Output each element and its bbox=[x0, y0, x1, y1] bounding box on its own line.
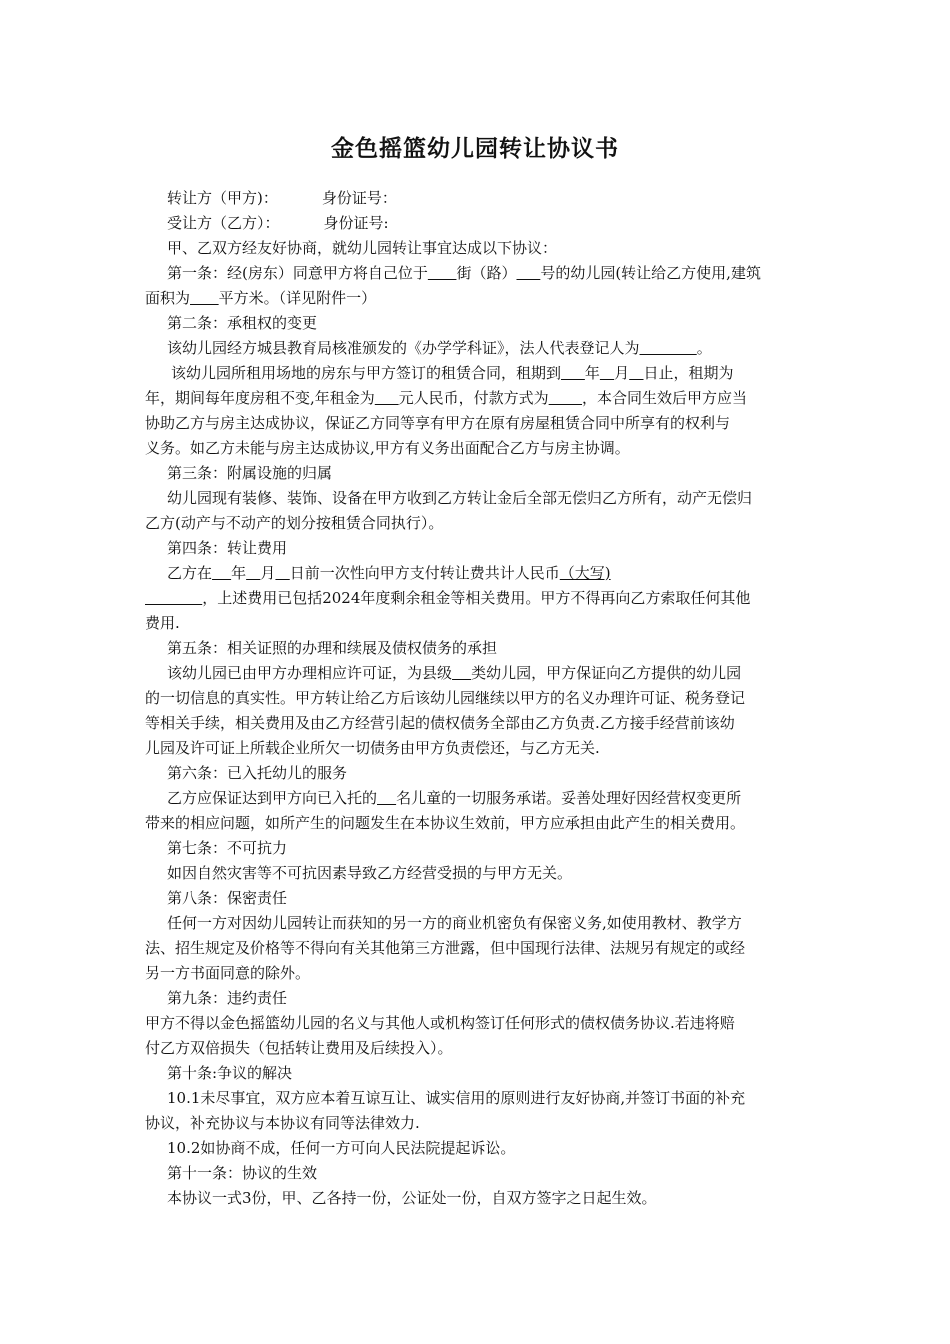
blank-class bbox=[452, 664, 471, 682]
paragraph-line: 费用. bbox=[145, 614, 180, 632]
transferor-id-label: 身份证号： bbox=[321, 189, 397, 207]
paragraph-line: 该幼儿园已由甲方办理相应许可证，为县级 类幼儿园，甲方保证向乙方提供的幼儿园 bbox=[167, 664, 742, 682]
article-heading: 第十一条：协议的生效 bbox=[167, 1164, 318, 1182]
paragraph-line: 乙方在 年 月 日前一次性向甲方支付转让费共计人民币（大写) bbox=[167, 564, 611, 582]
blank-payment bbox=[549, 389, 582, 407]
paragraph-line: 第一条：经(房东）同意甲方将自己位于 街（路） 号的幼儿园(转让给乙方使用,建筑 bbox=[167, 264, 761, 282]
paragraph-line: 如因自然灾害等不可抗因素导致乙方经营受损的与甲方无关。 bbox=[167, 864, 573, 882]
article-heading: 第八条：保密责任 bbox=[167, 889, 288, 907]
article-heading: 第六条：已入托幼儿的服务 bbox=[167, 764, 348, 782]
paragraph-line: 10.1未尽事宜，双方应本着互谅互让、诚实信用的原则进行友好协商,并签订书面的补充 bbox=[167, 1089, 746, 1107]
blank-rent bbox=[375, 389, 399, 407]
paragraph-line: 该幼儿园经方城县教育局核准颁发的《办学学科证》，法人代表登记人为 。 bbox=[167, 339, 712, 357]
transferor-line bbox=[167, 186, 397, 210]
amount-uppercase: （大写) bbox=[559, 564, 611, 582]
paragraph-line: 年，期间每年度房租不变,年租金为 元人民币，付款方式为 ，本合同生效后甲方应当 bbox=[145, 389, 748, 407]
blank-children bbox=[377, 789, 396, 807]
blank-year bbox=[561, 364, 585, 382]
paragraph-line: 义务。如乙方未能与房主达成协议,甲方有义务出面配合乙方与房主协调。 bbox=[145, 439, 630, 457]
paragraph-line: 幼儿园现有装修、装饰、设备在甲方收到乙方转让金后全部无偿归乙方所有，动产无偿归 bbox=[167, 489, 753, 507]
blank-year bbox=[212, 564, 231, 582]
blank-street bbox=[428, 264, 457, 282]
paragraph-line: 乙方(动产与不动产的划分按租赁合同执行）。 bbox=[145, 514, 444, 532]
paragraph-line: 协议，补充协议与本协议有同等法律效力. bbox=[145, 1114, 420, 1132]
paragraph-line: 带来的相应问题，如所产生的问题发生在本协议生效前，甲方应承担由此产生的相关费用。 bbox=[145, 814, 746, 832]
article-heading: 第二条：承租权的变更 bbox=[167, 314, 318, 332]
paragraph-line: 儿园及许可证上所载企业所欠一切债务由甲方负责偿还，与乙方无关. bbox=[145, 739, 600, 757]
paragraph-line: 10.2如协商不成，任何一方可向人民法院提起诉讼。 bbox=[167, 1139, 516, 1157]
article-heading: 第四条：转让费用 bbox=[167, 539, 288, 557]
paragraph-line: 任何一方对因幼儿园转让而获知的另一方的商业机密负有保密义务,如使用教材、教学方 bbox=[167, 914, 742, 932]
paragraph-line: 协助乙方与房主达成协议，保证乙方同等享有甲方在原有房屋租赁合同中所享有的权利与 bbox=[145, 414, 731, 432]
paragraph-line: 本协议一式3份，甲、乙各持一份，公证处一份，自双方签字之日起生效。 bbox=[167, 1189, 657, 1207]
paragraph-line: ，上述费用已包括2024年度剩余租金等相关费用。甲方不得再向乙方索取任何其他 bbox=[145, 586, 750, 610]
blank-month bbox=[600, 364, 614, 382]
paragraph-line: 等相关手续，相关费用及由乙方经营引起的债权债务全部由乙方负责.乙方接手经营前该幼 bbox=[145, 714, 735, 732]
blank-legal-rep bbox=[640, 339, 697, 357]
paragraph-line: 该幼儿园所租用场地的房东与甲方签订的租赁合同，租期到 年 月 日止，租期为 bbox=[171, 364, 734, 382]
paragraph-line: 法、招生规定及价格等不得向有关其他第三方泄露，但中国现行法律、法规另有规定的或经 bbox=[145, 939, 746, 957]
article-heading: 第七条：不可抗力 bbox=[167, 839, 288, 857]
article-heading: 第九条：违约责任 bbox=[167, 989, 288, 1007]
paragraph-line: 的一切信息的真实性。甲方转让给乙方后该幼儿园继续以甲方的名义办理许可证、税务登记 bbox=[145, 689, 746, 707]
blank-number bbox=[516, 264, 540, 282]
paragraph-line: 乙方应保证达到甲方向已入托的 名儿童的一切服务承诺。妥善处理好因经营权变更所 bbox=[167, 789, 742, 807]
paragraph-line: 面积为 平方米。（详见附件一） bbox=[145, 289, 377, 307]
article-heading: 第十条:争议的解决 bbox=[167, 1064, 293, 1082]
transferee-line bbox=[167, 211, 389, 235]
paragraph-line: 甲方不得以金色摇篮幼儿园的名义与其他人或机构签订任何形式的债权债务协议.若违将赔 bbox=[145, 1014, 735, 1032]
transferee-id-label: 身份证号: bbox=[323, 214, 389, 232]
paragraph-line: 另一方书面同意的除外。 bbox=[145, 964, 311, 982]
blank-day bbox=[275, 564, 289, 582]
transferor-label: 转让方（甲方)： bbox=[167, 189, 278, 207]
paragraph-line: 甲、乙双方经友好协商，就幼儿园转让事宜达成以下协议： bbox=[167, 239, 558, 257]
blank-area bbox=[190, 289, 219, 307]
article-heading: 第三条：附属设施的归属 bbox=[167, 464, 333, 482]
transferee-label: 受让方（乙方）： bbox=[167, 214, 280, 232]
article-heading: 第五条：相关证照的办理和续展及债权债务的承担 bbox=[167, 639, 498, 657]
blank-amount bbox=[145, 589, 202, 607]
paragraph-line: 付乙方双倍损失（包括转让费用及后续投入）。 bbox=[145, 1039, 453, 1057]
blank-month bbox=[246, 564, 260, 582]
document-title: 金色摇篮幼儿园转让协议书 bbox=[331, 135, 619, 162]
blank-day bbox=[629, 364, 643, 382]
